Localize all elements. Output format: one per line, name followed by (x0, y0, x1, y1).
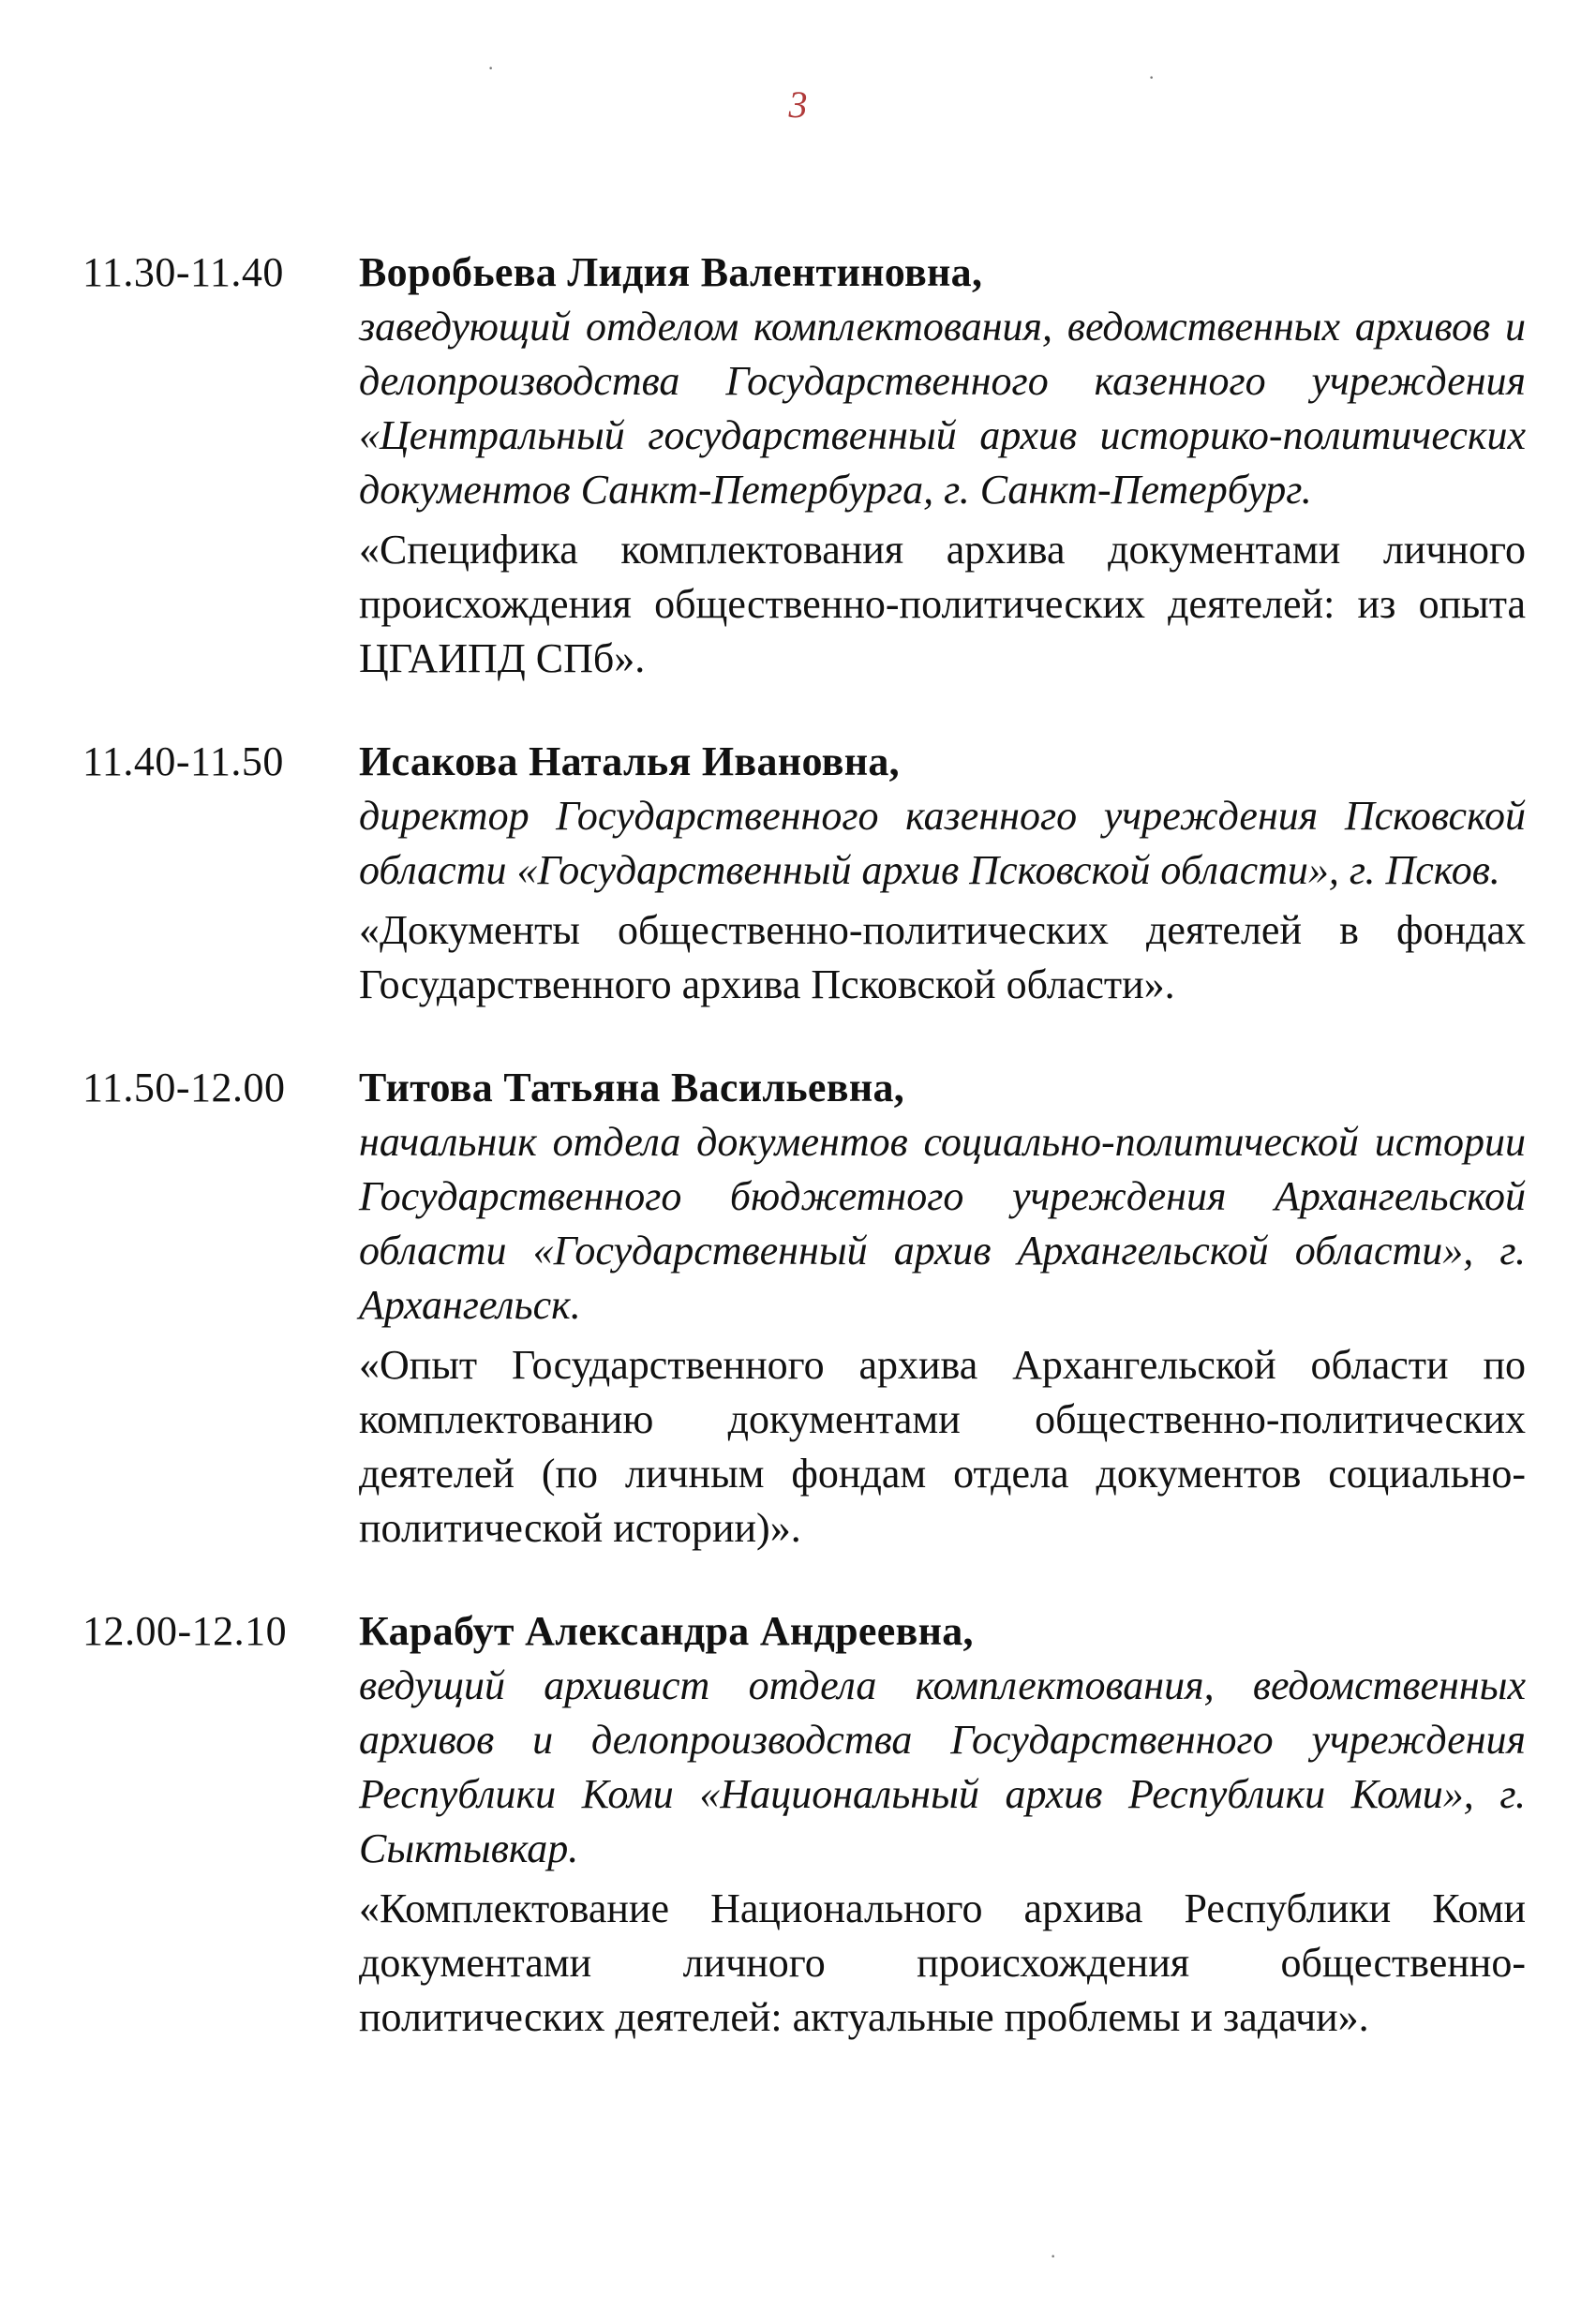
entry-content (359, 735, 1526, 1012)
scan-speck: · (1050, 2244, 1057, 2268)
entry-content (359, 246, 1526, 686)
talk-title: «Комплектование Национального архива Республики Коми документами личного происхождения общественно-политических деятелей: актуальные проблемы и задачи». (359, 1885, 1526, 2040)
program-entry (82, 246, 1526, 686)
time-slot: 11.30-11.40 (82, 249, 284, 295)
speaker-name: Титова Татьяна Васильевна, (359, 1065, 905, 1110)
page-number: 3 (788, 83, 808, 126)
speaker-name: Карабут Александра Андреевна, (359, 1608, 974, 1654)
program-list (82, 246, 1526, 2093)
talk-title: «Документы общественно-политических деятелей в фондах Государственного архива Псковской области». (359, 907, 1526, 1007)
talk-title: «Опыт Государственного архива Архангельской области по комплектованию документами общественно-политических деятелей (по личным фондам отдела документов социально-политической истории)». (359, 1342, 1526, 1551)
speaker-position: заведующий отделом комплектования, ведомственных архивов и делопроизводства Государственного казенного учреждения «Центральный государственный архив историко-политических документов Санкт-Петербурга, г. Санкт-Петербург. (359, 304, 1526, 513)
scan-speck: · (487, 56, 495, 80)
speaker-position: ведущий архивист отдела комплектования, ведомственных архивов и делопроизводства Государственного учреждения Республики Коми «Национальный архив Республики Коми», г. Сыктывкар. (359, 1662, 1526, 1871)
speaker-position: начальник отдела документов социально-политической истории Государственного бюджетного учреждения Архангельской области «Государственный архив Архангельской области», г. Архангельск. (359, 1119, 1526, 1328)
speaker-name: Воробьева Лидия Валентиновна, (359, 249, 983, 295)
speaker-name: Исакова Наталья Ивановна, (359, 738, 900, 784)
time-slot: 12.00-12.10 (82, 1608, 288, 1654)
time-slot: 11.40-11.50 (82, 738, 284, 784)
program-entry (82, 735, 1526, 1012)
entry-content (359, 1604, 1526, 2045)
talk-title: «Специфика комплектования архива документами личного происхождения общественно-политических деятелей: из опыта ЦГАИПД СПб». (359, 527, 1526, 681)
speaker-position: директор Государственного казенного учреждения Псковской области «Государственный архив Псковской области», г. Псков. (359, 793, 1526, 893)
program-entry (82, 1061, 1526, 1556)
entry-content (359, 1061, 1526, 1556)
program-entry (82, 1604, 1526, 2045)
time-slot: 11.50-12.00 (82, 1065, 286, 1110)
scan-speck: · (1148, 66, 1156, 89)
